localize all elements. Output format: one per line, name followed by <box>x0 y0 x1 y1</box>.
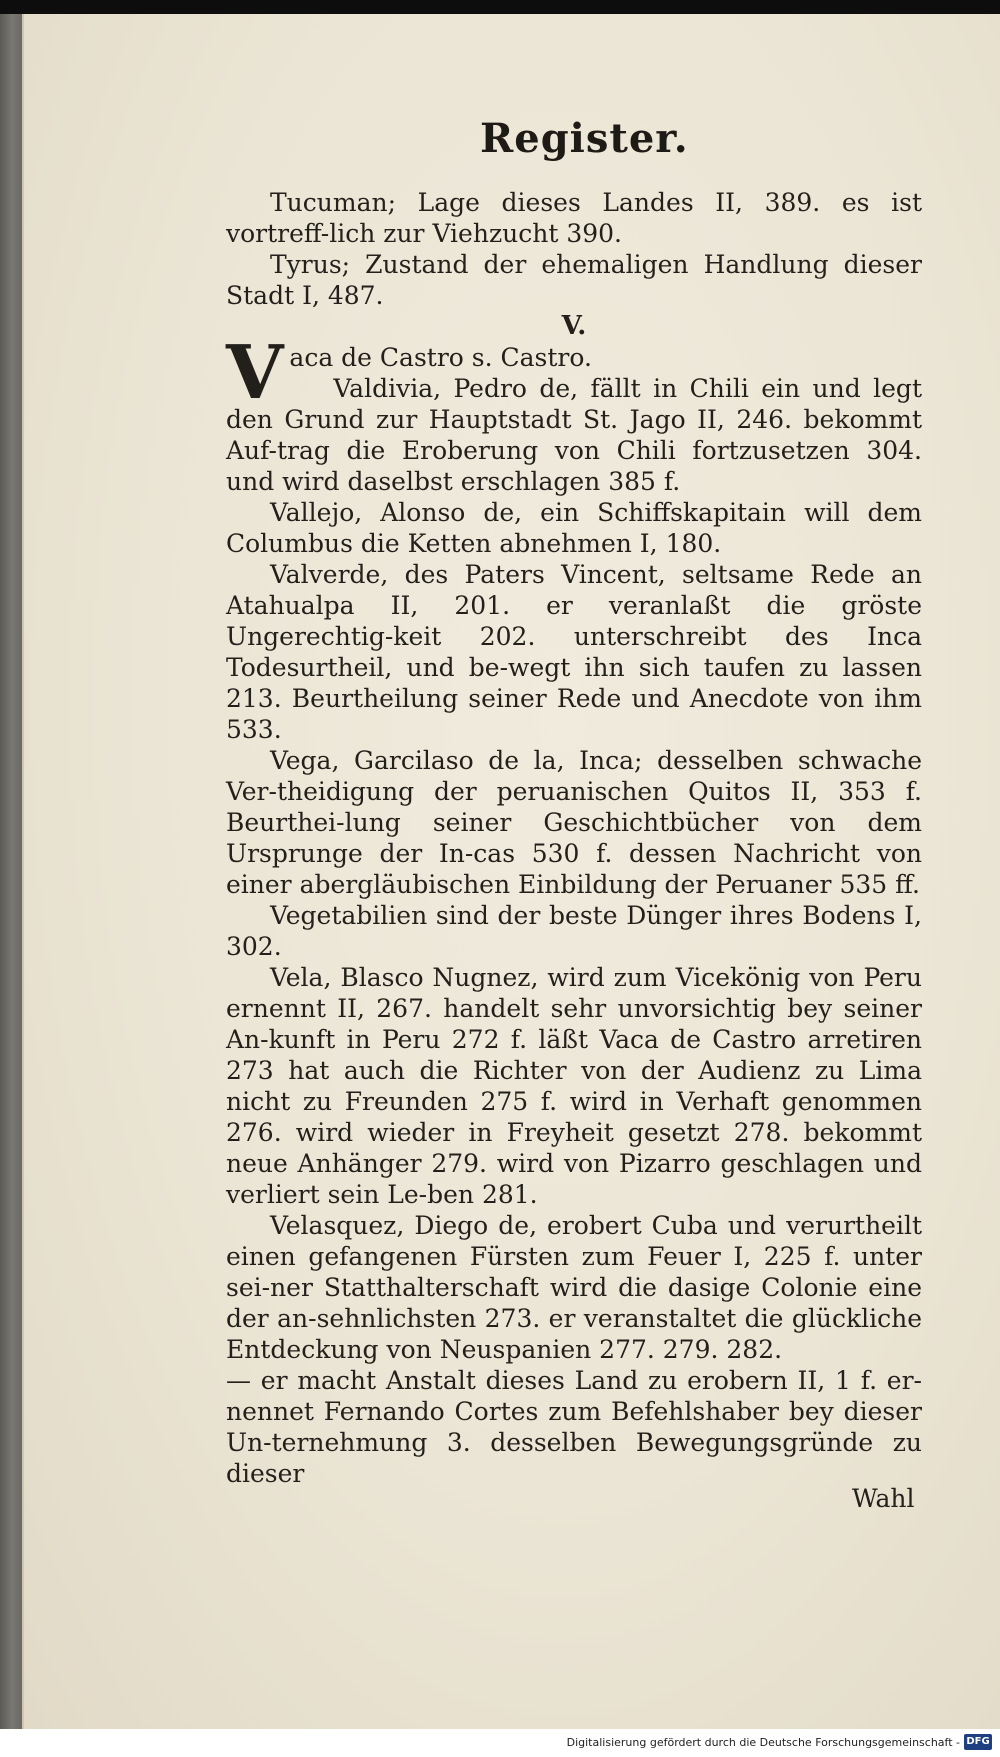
drop-cap: V <box>226 330 284 416</box>
footer-bar <box>0 1729 1000 1757</box>
entry-vaca <box>226 330 922 416</box>
entry-valdivia: Valdivia, Pedro de, fällt in Chili ein und legt den Grund zur Hauptstadt St. Jago II, 246. bekommt Auf-trag die Eroberung von Chili fortzusetzen 304. und wird daselbst erschlagen 385 f. <box>226 374 922 496</box>
section-letter: V. <box>561 311 587 341</box>
entry-vega: Vega, Garcilaso de la, Inca; desselben schwache Ver-theidigung der peruanischen Quitos II, 353 f. Beurthei-lung seiner Geschichtbücher von dem Ursprunge der In-cas 530 f. dessen Nachricht von einer abergläubischen Einbildung der Peruaner 535 ff. <box>226 746 922 899</box>
dfg-logo: DFG <box>964 1734 992 1750</box>
scan-top-edge <box>0 0 1000 14</box>
entry-vaca-text: aca de Castro s. Castro. <box>289 343 592 372</box>
register-text <box>226 187 922 1489</box>
page-header: Register. <box>480 115 689 162</box>
entry-tyrus: Tyrus; Zustand der ehemaligen Handlung dieser Stadt I, 487. <box>226 250 922 310</box>
entry-velasquez-cont: — er macht Anstalt dieses Land zu erobern II, 1 f. er-nennet Fernando Cortes zum Befehlshaber bey dieser Un-ternehmung 3. desselben Bewegungsgründe zu dieser <box>226 1366 922 1488</box>
entry-valverde: Valverde, des Paters Vincent, seltsame Rede an Atahualpa II, 201. er veranlaßt die gröste Ungerechtig-keit 202. unterschreibt des Inca Todesurtheil, und be-wegt ihn sich taufen zu lassen 213. Beurtheilung seiner Rede und Anecdote von ihm 533. <box>226 560 922 744</box>
footer-credit: Digitalisierung gefördert durch die Deutsche Forschungsgemeinschaft - <box>566 1736 960 1749</box>
entry-velasquez: Velasquez, Diego de, erobert Cuba und verurtheilt einen gefangenen Fürsten zum Feuer I, 225 f. unter sei-ner Statthalterschaft wird die dasige Colonie eine der an-sehnlichsten 273. er veranstaltet die glückliche Entdeckung von Neuspanien 277. 279. 282. <box>226 1211 922 1364</box>
entry-vallejo: Vallejo, Alonso de, ein Schiffskapitain will dem Columbus die Ketten abnehmen I, 180. <box>226 498 922 558</box>
entry-vela: Vela, Blasco Nugnez, wird zum Vicekönig von Peru ernennt II, 267. handelt sehr unvorsichtig bey seiner An-kunft in Peru 272 f. läßt Vaca de Castro arretiren 273 hat auch die Richter von der Audienz zu Lima nicht zu Freunden 275 f. wird in Verhaft genommen 276. wird wieder in Freyheit gesetzt 278. bekommt neue Anhänger 279. wird von Pizarro geschlagen und verliert sein Le-ben 281. <box>226 963 922 1209</box>
entry-tucuman: Tucuman; Lage dieses Landes II, 389. es ist vortreff-lich zur Viehzucht 390. <box>226 188 922 248</box>
catchword: Wahl <box>852 1484 915 1513</box>
entry-vegetabilien: Vegetabilien sind der beste Dünger ihres Bodens I, 302. <box>226 901 922 961</box>
